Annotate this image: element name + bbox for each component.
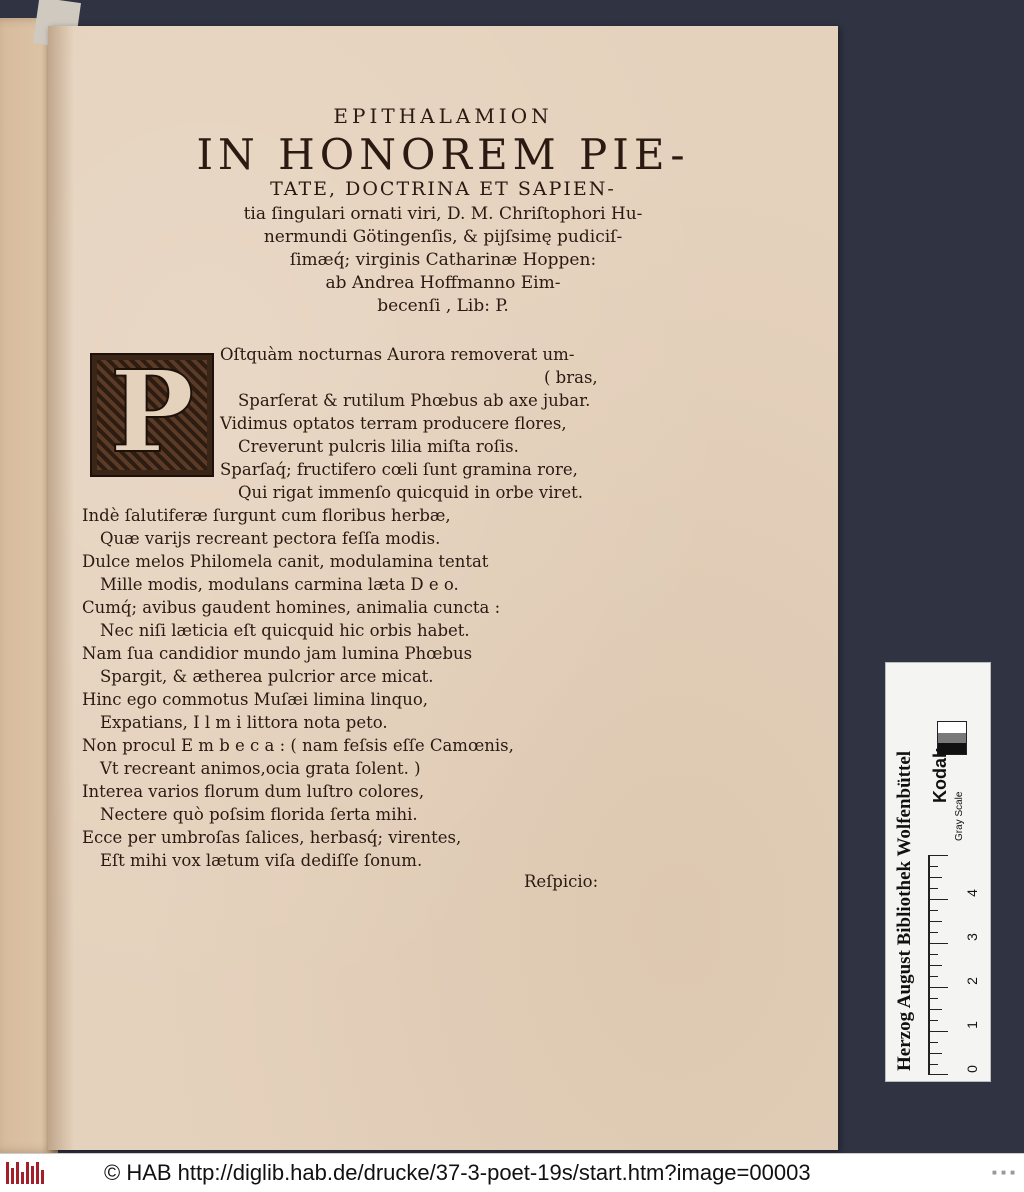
verse-line: Nec niſi læticia eſt quicquid hic orbis habet. — [100, 621, 470, 640]
dedication-line: nermundi Götingenſis, & pijſsimę pudiciſ- — [263, 227, 623, 247]
catchword: Reſpicio: — [524, 872, 599, 891]
initial-letter: P — [109, 353, 195, 477]
verse-line: Interea varios florum dum luſtro colores, — [82, 782, 425, 801]
verse-line: Mille modis, modulans carmina læta D e o. — [100, 575, 459, 594]
verse-line: Eſt mihi vox lætum viſa dediſſe ſonum. — [100, 851, 423, 870]
ruler-number: 4 — [963, 889, 980, 897]
title-in-honorem: IN HONOREM PIE- — [196, 130, 690, 179]
verse-line: Dulce melos Philomela canit, modulamina tentat — [82, 552, 489, 571]
footer-bar — [0, 1153, 1024, 1192]
kodak-logo: Kodak — [930, 747, 950, 803]
verse-line: Hinc ego commotus Muſæi limina linquo, — [82, 690, 429, 709]
library-name: Herzog August Bibliothek Wolfenbüttel — [894, 750, 915, 1071]
dedication-line: ſimæq́; virginis Catharinæ Hoppen: — [289, 250, 597, 270]
ruler-number: 2 — [963, 977, 980, 985]
dedication-line: becenſi , Lib: P. — [377, 296, 509, 316]
verse-line: Spargit, & ætherea pulcrior arce micat. — [100, 667, 434, 686]
footer-mark: ■ ■ ■ — [992, 1168, 1016, 1177]
verse-line: Creverunt pulcris lilia miſta roſis. — [238, 437, 519, 456]
verse-line: Vt recreant animos,ocia grata ſolent. ) — [100, 759, 421, 778]
hab-logo-icon — [6, 1162, 46, 1184]
verse-line: Oſtquàm nocturnas Aurora removerat um- — [220, 345, 575, 364]
verse-line: Non procul E m b e c a : ( nam feſsis eſſe Camœnis, — [82, 736, 514, 755]
decorated-initial — [90, 353, 214, 477]
ruler-number: 0 — [963, 1065, 980, 1073]
gray-scale-card — [885, 662, 991, 1082]
gray-scale-label: Gray Scale — [954, 791, 965, 841]
ruler-number: 3 — [963, 933, 980, 941]
book-page — [48, 26, 838, 1150]
verse-line: Sparſaq́; fructifero cœli ſunt gramina rore, — [220, 460, 578, 479]
dedication-line: ab Andrea Hoffmanno Eim- — [325, 273, 561, 293]
title-tate-doctrina: TATE, DOCTRINA ET SAPIEN- — [270, 178, 616, 200]
ruler-number: 1 — [963, 1021, 980, 1029]
ruler — [928, 855, 980, 1075]
verse-line: Expatians, I l m i littora nota peto. — [100, 713, 388, 732]
verse-line: Quæ varijs recreant pectora feſſa modis. — [100, 529, 441, 548]
verse-line: Qui rigat immenſo quicquid in orbe viret. — [238, 483, 584, 502]
verse-line: Indè ſalutiferæ ſurgunt cum floribus herbæ, — [82, 506, 451, 525]
verse-line: Nam ſua candidior mundo jam lumina Phœbus — [82, 644, 473, 663]
title-epithalamion: EPITHALAMION — [333, 104, 553, 128]
verse-line: Vidimus optatos terram producere flores, — [220, 414, 567, 433]
verse-line: Ecce per umbroſas ſalices, herbasq́; virentes, — [82, 828, 462, 847]
verse-line: Nectere quò poſsim florida ſerta mihi. — [100, 805, 418, 824]
verse-line: Cumq́; avibus gaudent homines, animalia cuncta : — [82, 598, 501, 617]
verse-line: ( bras, — [544, 368, 598, 387]
copyright-url[interactable]: © HAB http://diglib.hab.de/drucke/37-3-poet-19s/start.htm?image=00003 — [104, 1160, 811, 1185]
verse-line: Sparſerat & rutilum Phœbus ab axe jubar. — [238, 391, 591, 410]
dedication-line: tia ſingulari ornati viri, D. M. Chriſtophori Hu- — [243, 204, 643, 224]
